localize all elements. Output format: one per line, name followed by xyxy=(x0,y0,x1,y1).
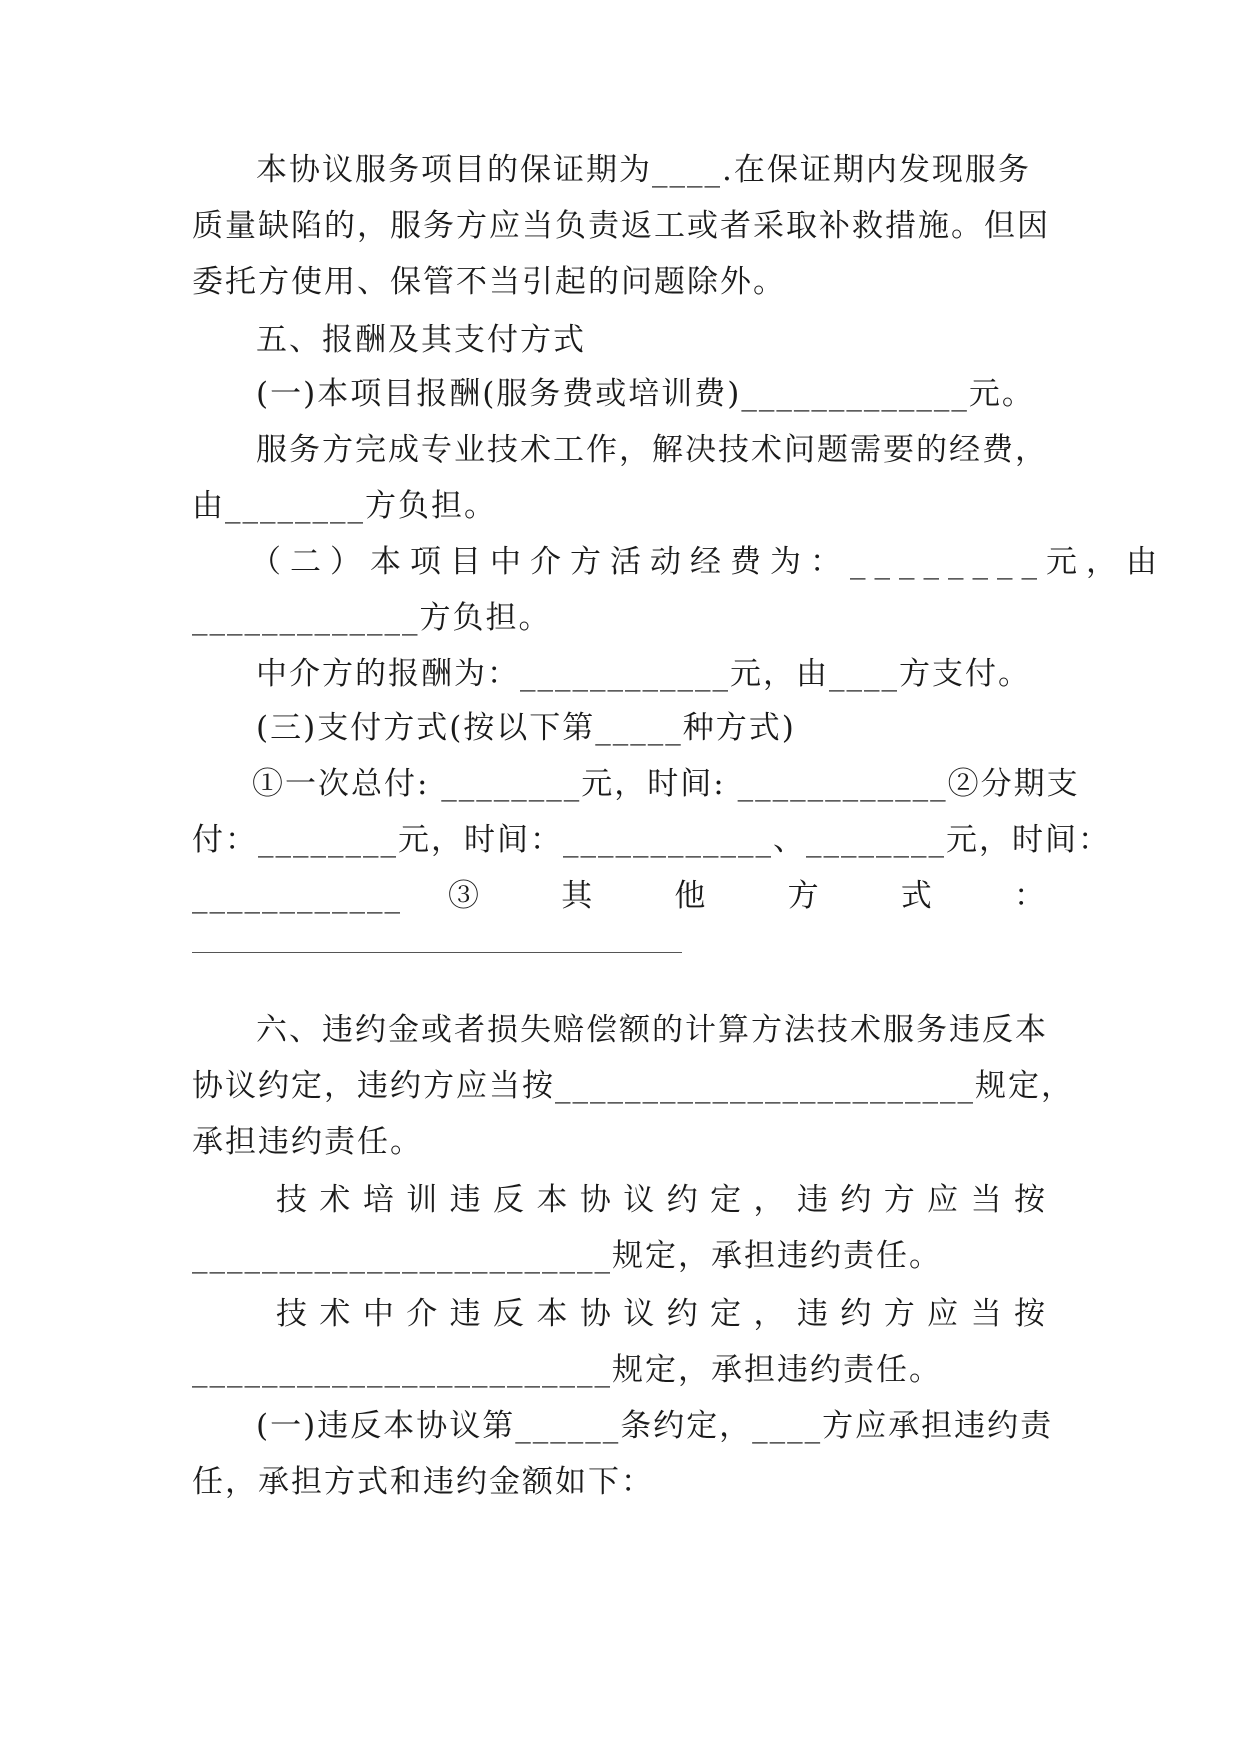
paragraph-line: (一)违反本协议第______条约定，____方应承担违约责 xyxy=(256,1408,1054,1444)
paragraph-line: 协议约定，违约方应当按________________________规定， xyxy=(192,1068,1074,1104)
paragraph-line: 技术培训违反本协议约定，违约方应当按 xyxy=(276,1182,1047,1218)
paragraph-line: ________________________规定，承担违约责任。 xyxy=(192,1238,942,1274)
paragraph-line: _____________方负担。 xyxy=(192,600,552,636)
paragraph-line: 委托方使用、保管不当引起的问题除外。 xyxy=(192,264,786,300)
paragraph-line: 承担违约责任。 xyxy=(192,1124,423,1160)
paragraph-line: （二）本项目中介方活动经费为：________元，由 xyxy=(250,544,1166,580)
paragraph-line: 本协议服务项目的保证期为____.在保证期内发现服务 xyxy=(256,152,1031,188)
paragraph-line: (一)本项目报酬(服务费或培训费)_____________元。 xyxy=(256,376,1035,412)
paragraph-line: 中介方的报酬为：____________元，由____方支付。 xyxy=(256,656,1031,692)
paragraph-line: 任，承担方式和违约金额如下： xyxy=(192,1464,654,1500)
paragraph-line: (三)支付方式(按以下第_____种方式) xyxy=(256,710,796,746)
paragraph-line: 服务方完成专业技术工作，解决技术问题需要的经费， xyxy=(256,432,1048,468)
section-heading: 五、报酬及其支付方式 xyxy=(256,322,586,358)
paragraph-line: 由________方负担。 xyxy=(192,488,497,524)
paragraph-line: ____________ ③ 其 他 方 式 ： xyxy=(192,878,1047,914)
paragraph-line: 技术中介违反本协议约定，违约方应当按 xyxy=(276,1296,1047,1332)
blank-underline xyxy=(192,952,682,953)
paragraph-line: 付：________元，时间：____________、________元，时间： xyxy=(192,822,1111,858)
paragraph-line: ①一次总付: ________元，时间: ____________②分期支 xyxy=(252,766,1080,802)
paragraph-line: 质量缺陷的，服务方应当负责返工或者采取补救措施。但因 xyxy=(192,208,1050,244)
section-heading: 六、违约金或者损失赔偿额的计算方法技术服务违反本 xyxy=(256,1012,1048,1048)
paragraph-line: ________________________规定，承担违约责任。 xyxy=(192,1352,942,1388)
